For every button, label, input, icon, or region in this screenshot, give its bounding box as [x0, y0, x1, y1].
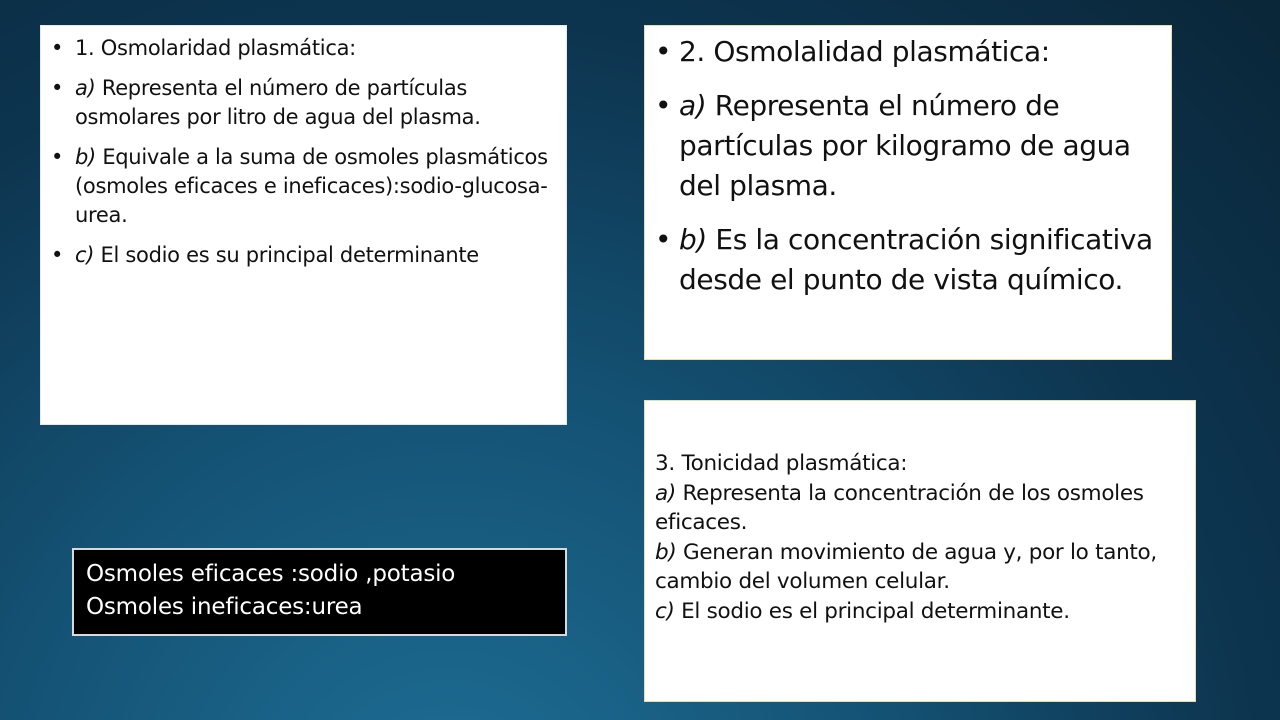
osmolalidad-panel [644, 25, 1172, 360]
osmoles-eficaces-line: Osmoles eficaces :sodio ,potasio [86, 561, 456, 587]
list-item: • c) El sodio es su principal determinante [75, 241, 552, 270]
osmolalidad-list [679, 32, 1161, 300]
list-item: • b) Es la concentración significativa desde el punto de vista químico. [679, 220, 1161, 300]
osmolaridad-list [75, 34, 552, 270]
tonicidad-line: c) El sodio es el principal determinante. [655, 598, 1070, 624]
osmolaridad-panel [40, 25, 567, 425]
list-item: • 1. Osmolaridad plasmática: [75, 34, 552, 63]
list-item: • b) Equivale a la suma de osmoles plasmáticos (osmoles eficaces e ineficaces):sodio-glucosa-urea. [75, 143, 552, 230]
list-item: • a) Representa el número de partículas por kilogramo de agua del plasma. [679, 86, 1161, 206]
tonicidad-line: b) Generan movimiento de agua y, por lo tanto, cambio del volumen celular. [655, 539, 1157, 594]
osmoles-ineficaces-line: Osmoles ineficaces:urea [86, 594, 363, 620]
tonicidad-panel [644, 400, 1196, 702]
tonicidad-line: a) Representa la concentración de los osmoles eficaces. [655, 480, 1144, 535]
osmoles-note-box [72, 548, 567, 636]
list-item: • a) Representa el número de partículas osmolares por litro de agua del plasma. [75, 74, 552, 132]
list-item: • 2. Osmolalidad plasmática: [679, 32, 1161, 72]
tonicidad-title: 3. Tonicidad plasmática: [655, 451, 908, 476]
